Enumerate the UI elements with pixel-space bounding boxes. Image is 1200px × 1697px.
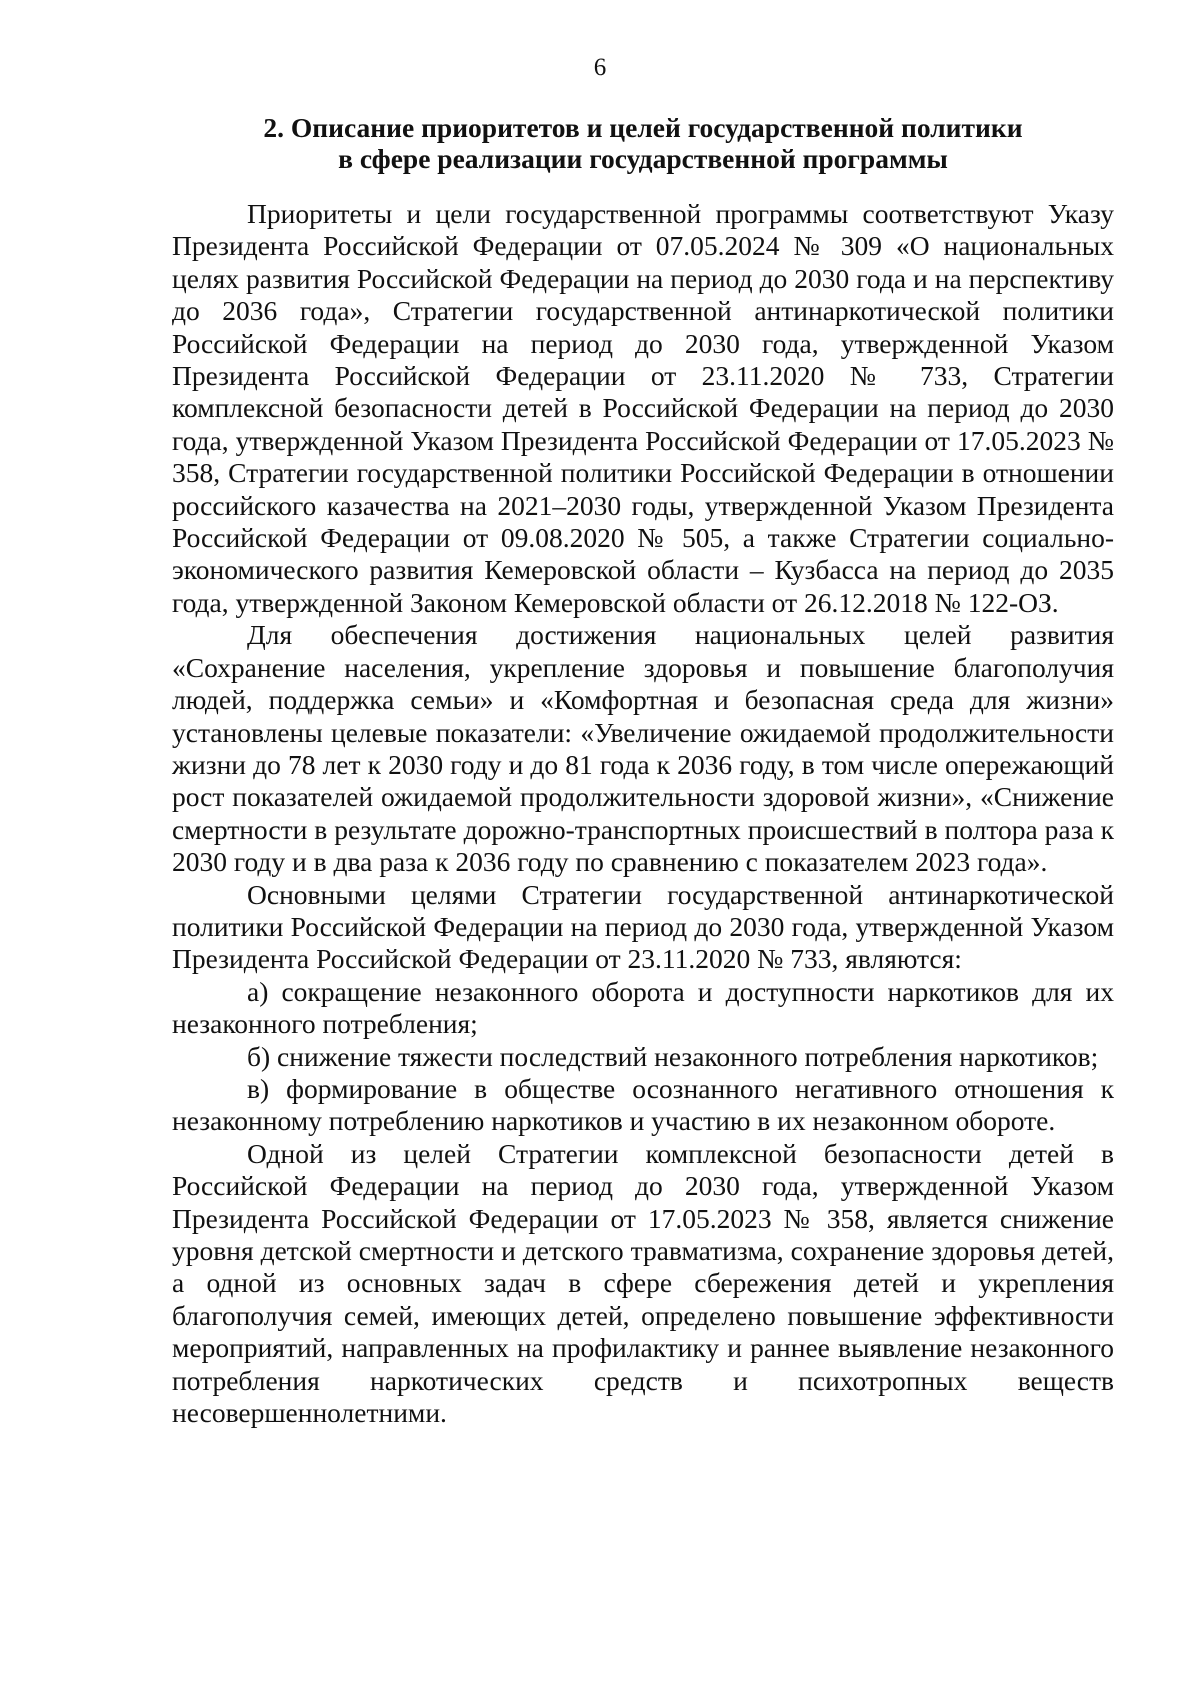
paragraph-national-goals: Для обеспечения достижения национальных целей развития «Сохранение населения, укрепление здоровья и повышение благополучия людей, поддержка семьи» и «Комфортная и безопасная среда для жизни» установлены целевые показатели: «Увеличение ожидаемой продолжительности жизни до 78 лет к 2030 году и до 81 года к 2036 году, в том числе опережающий рост показателей ожидаемой продолжительности здоровой жизни», «Снижение смертности в результате дорожно-транспортных происшествий в полтора раза к 2030 году и в два раза к 2036 году по сравнению с показателем 2023 года». bbox=[172, 619, 1114, 878]
section-heading-line-1: 2. Описание приоритетов и целей государственной политики bbox=[263, 112, 1023, 143]
paragraph-antidrug-goals: Основными целями Стратегии государственной антинаркотической политики Российской Федерации на период до 2030 года, утвержденной Указом Президента Российской Федерации от 23.11.2020 № 733, являются: bbox=[172, 878, 1114, 975]
document-body bbox=[172, 198, 1114, 1429]
section-heading bbox=[172, 112, 1114, 174]
list-item-c: в) формирование в обществе осознанного негативного отношения к незаконному потреблению наркотиков и участию в их незаконном обороте. bbox=[172, 1072, 1114, 1137]
list-item-b: б) снижение тяжести последствий незаконного потребления наркотиков; bbox=[247, 1040, 1099, 1072]
section-heading-line-2: в сфере реализации государственной программы bbox=[338, 143, 948, 174]
paragraph-priorities: Приоритеты и цели государственной программы соответствуют Указу Президента Российской Федерации от 07.05.2024 № 309 «О национальных целях развития Российской Федерации на период до 2030 года и на перспективу до 2036 года», Стратегии государственной антинаркотической политики Российской Федерации на период до 2030 года, утвержденной Указом Президента Российской Федерации от 23.11.2020 № 733, Стратегии комплексной безопасности детей в Российской Федерации на период до 2030 года, утвержденной Указом Президента Российской Федерации от 17.05.2023 № 358, Стратегии государственной политики Российской Федерации в отношении российского казачества на 2021–2030 годы, утвержденной Указом Президента Российской Федерации от 09.08.2020 № 505, а также Стратегии социально-экономического развития Кемеровской области – Кузбасса на период до 2035 года, утвержденной Законом Кемеровской области от 26.12.2018 № 122-ОЗ. bbox=[172, 198, 1114, 618]
list-item-a: а) сокращение незаконного оборота и доступности наркотиков для их незаконного потребления; bbox=[172, 975, 1114, 1040]
paragraph-child-safety: Одной из целей Стратегии комплексной безопасности детей в Российской Федерации на период до 2030 года, утвержденной Указом Президента Российской Федерации от 17.05.2023 № 358, является снижение уровня детской смертности и детского травматизма, сохранение здоровья детей, а одной из основных задач в сфере сбережения детей и укрепления благополучия семей, имеющих детей, определено повышение эффективности мероприятий, направленных на профилактику и раннее выявление незаконного потребления наркотических средств и психотропных веществ несовершеннолетними. bbox=[172, 1137, 1114, 1429]
page-number: 6 bbox=[593, 54, 607, 81]
